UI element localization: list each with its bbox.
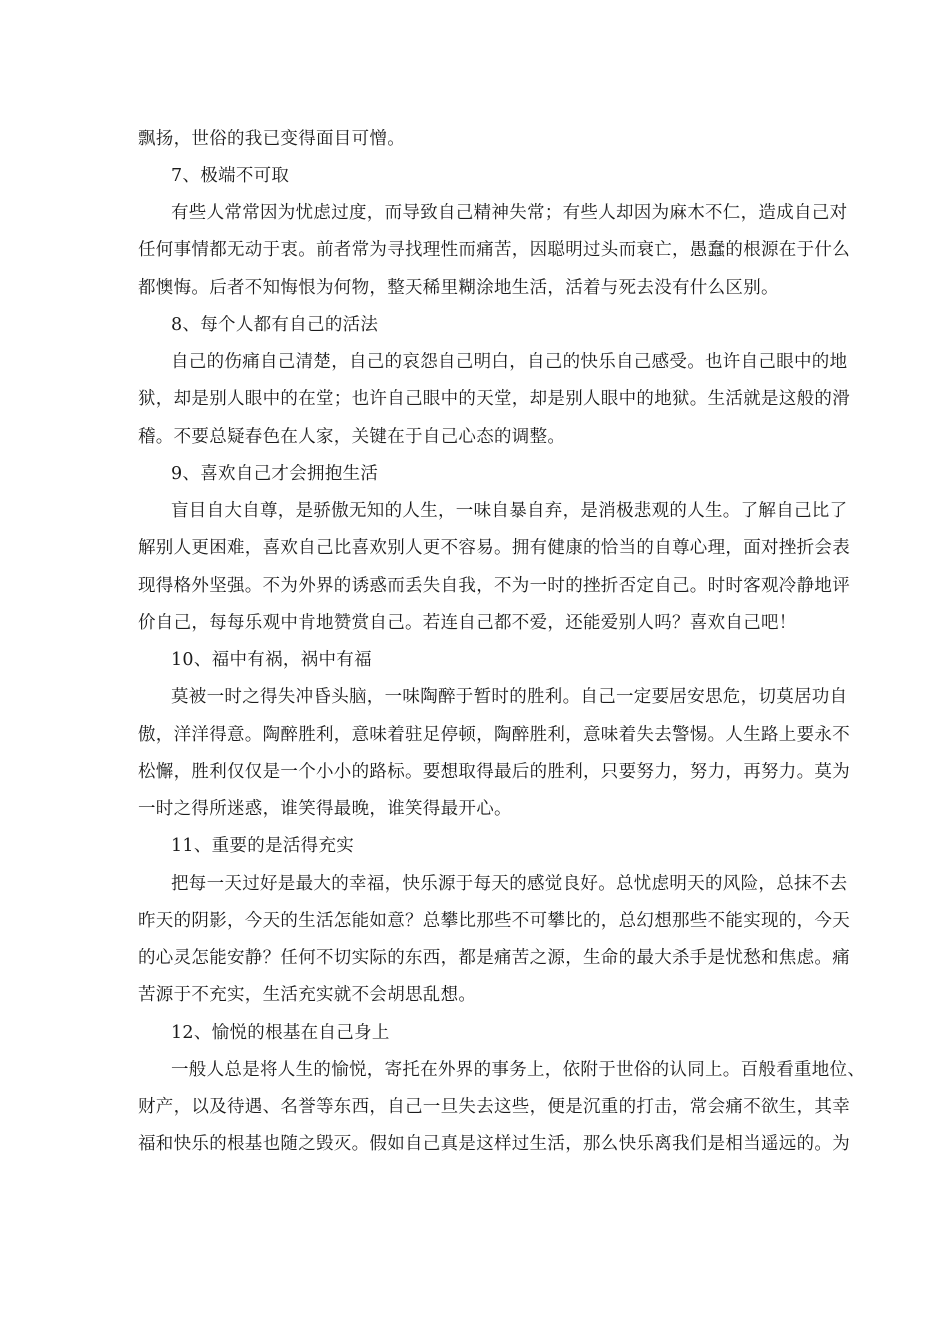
paragraph-line: 的心灵怎能安静？任何不切实际的东西，都是痛苦之源，生命的最大杀手是忧愁和焦虑。痛 [138,948,850,968]
section-heading: 12、愉悦的根基在自己身上 [171,1023,390,1043]
paragraph-line: 苦源于不充实，生活充实就不会胡思乱想。 [138,985,477,1005]
paragraph-line: 一时之得所迷惑，谁笑得最晚，谁笑得最开心。 [138,799,512,819]
paragraph-line: 狱，却是别人眼中的在堂；也许自己眼中的天堂，却是别人眼中的地狱。生活就是这般的滑 [138,389,850,409]
paragraph-line: 价自己，每每乐观中肯地赞赏自己。若连自己都不爱，还能爱别人吗？喜欢自己吧！ [138,613,797,633]
paragraph-line: 飘扬，世俗的我已变得面目可憎。 [138,129,405,149]
section-heading: 9、喜欢自己才会拥抱生活 [171,464,379,484]
paragraph-line: 昨天的阴影，今天的生活怎能如意？总攀比那些不可攀比的，总幻想那些不能实现的，今天 [138,911,850,931]
paragraph-line: 自己的伤痛自己清楚，自己的哀怨自己明白，自己的快乐自己感受。也许自己眼中的地 [171,352,848,372]
paragraph-line: 莫被一时之得失冲昏头脑，一味陶醉于暂时的胜利。自己一定要居安思危，切莫居功自 [171,687,848,707]
section-heading: 8、每个人都有自己的活法 [171,315,379,335]
paragraph-line: 解别人更困难，喜欢自己比喜欢别人更不容易。拥有健康的恰当的自尊心理，面对挫折会表 [138,538,850,558]
paragraph-line: 福和快乐的根基也随之毁灭。假如自己真是这样过生活，那么快乐离我们是相当遥远的。为 [138,1134,850,1154]
paragraph-line: 都懊悔。后者不知悔恨为何物，整天稀里糊涂地生活，活着与死去没有什么区别。 [138,278,779,298]
paragraph-line: 任何事情都无动于衷。前者常为寻找理性而痛苦，因聪明过头而衰亡，愚蠢的根源在于什么 [138,240,850,260]
paragraph-line: 傲，洋洋得意。陶醉胜利，意味着驻足停顿，陶醉胜利，意味着失去警惕。人生路上要永不 [138,725,850,745]
paragraph-line: 松懈，胜利仅仅是一个小小的路标。要想取得最后的胜利，只要努力，努力，再努力。莫为 [138,762,850,782]
paragraph-line: 把每一天过好是最大的幸福，快乐源于每天的感觉良好。总忧虑明天的风险，总抹不去 [171,874,848,894]
paragraph-line: 稽。不要总疑春色在人家，关键在于自己心态的调整。 [138,427,566,447]
paragraph-line: 财产，以及待遇、名誉等东西，自己一旦失去这些，便是沉重的打击，常会痛不欲生，其幸 [138,1097,850,1117]
paragraph-line: 有些人常常因为忧虑过度，而导致自己精神失常；有些人却因为麻木不仁，造成自己对 [171,203,848,223]
paragraph-line: 现得格外坚强。不为外界的诱惑而丢失自我，不为一时的挫折否定自己。时时客观冷静地评 [138,576,850,596]
section-heading: 10、福中有祸，祸中有福 [171,650,372,670]
paragraph-line: 一般人总是将人生的愉悦，寄托在外界的事务上，依附于世俗的认同上。百般看重地位、 [171,1060,866,1080]
paragraph-line: 盲目自大自尊，是骄傲无知的人生，一味自暴自弃，是消极悲观的人生。了解自己比了 [171,501,848,521]
section-heading: 7、极端不可取 [171,166,290,186]
section-heading: 11、重要的是活得充实 [171,836,355,856]
